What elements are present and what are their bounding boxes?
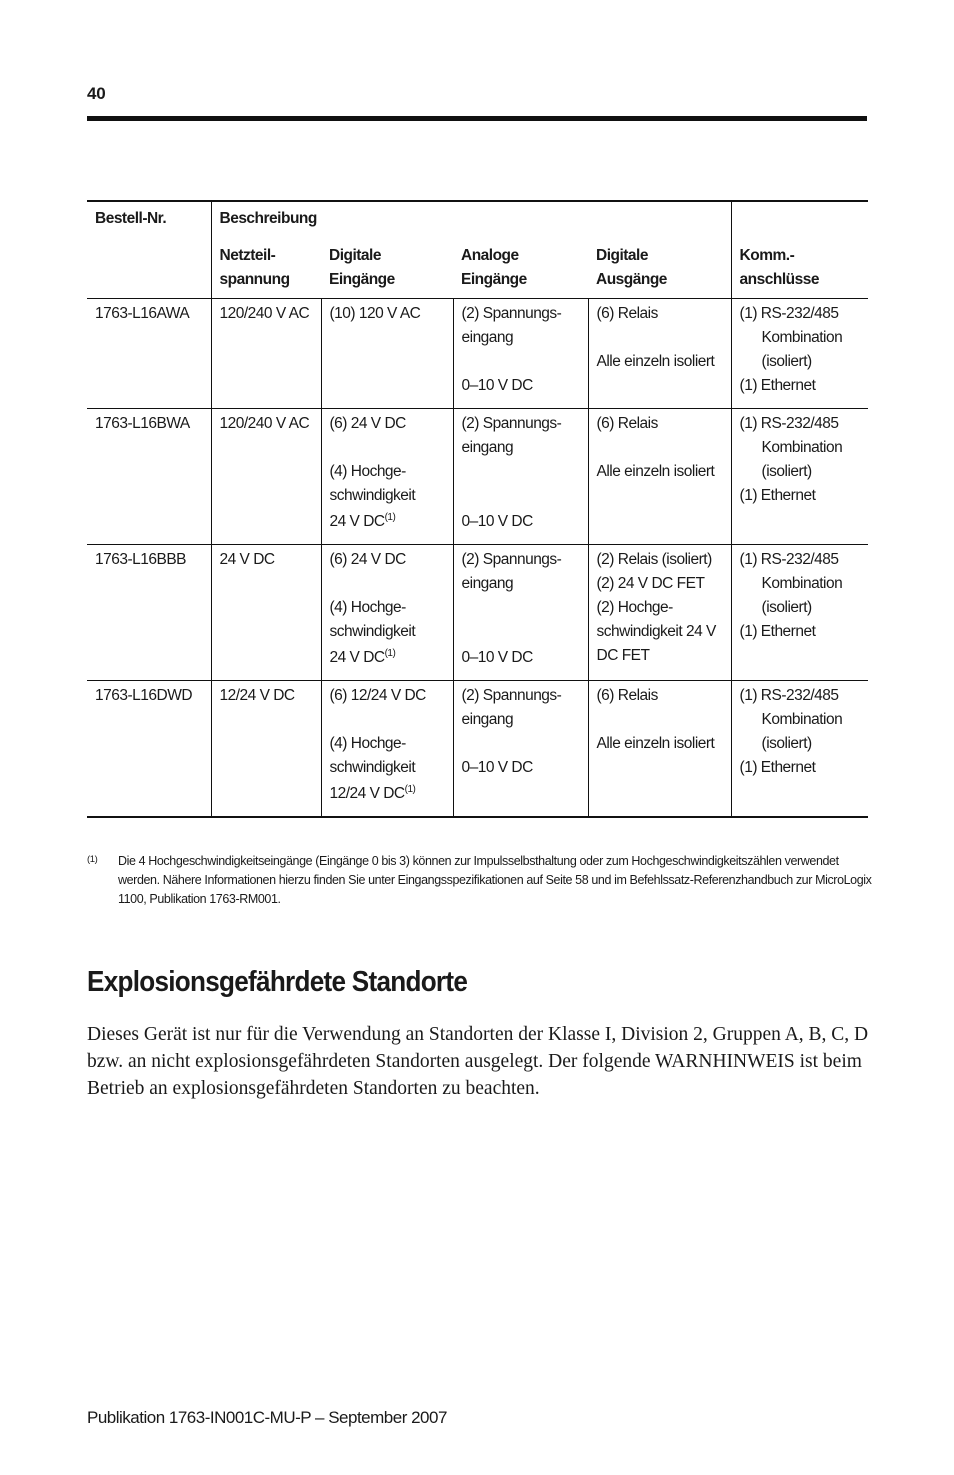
spec-table [87,200,868,818]
header-rule [87,116,867,121]
footnote-ref: (1) [384,512,396,523]
comm-ethernet: (1) Ethernet [739,623,816,640]
footnote-text: Die 4 Hochgeschwindigkeitseingänge (Eingänge 0 bis 3) können zur Impulsselbsthaltung oder zum Hochgeschwindigkeitszählen verwendet werden. Nähere Informationen hierzu finden Sie unter Eingangsspezifikationen auf Seite 58 und im Befehlssatz-Referenzhandbuch zur MicroLogix 1100, Publikation 1763-RM001. [118,854,872,906]
digital-out-note: Alle einzeln isoliert [596,463,715,480]
digital-in-voltage: 24 V DC [329,649,385,666]
section-title: Explosionsgefährdete Standorte [87,966,468,998]
comm-cell [731,299,868,409]
header-digital-in: Digitale Eingänge [321,241,453,299]
digital-out-cell [588,409,731,545]
comm-serial: (1) RS-232/485 Kombination (isoliert) [739,687,843,752]
header-digital-out: Digitale Ausgänge [588,241,731,299]
footnote-ref: (1) [404,784,416,795]
analog-in-range: 0–10 V DC [461,759,533,776]
digital-out-text: (6) Relais [596,415,658,432]
digital-in-cell [321,409,453,545]
body-paragraph: Dieses Gerät ist nur für die Verwendung an Standorten der Klasse I, Division 2, Gruppen A, B, C, D bzw. an nicht explosionsgefährdeten Standorten ausgelegt. Der folgende WARNHINWEIS ist beim Betrieb an explosionsgefährdeten Standorten zu beachten. [87,1024,869,1099]
digital-out-cell [588,299,731,409]
digital-in-highspeed: (4) Hochge-schwindigkeit [329,735,416,776]
power-cell: 120/240 V AC [211,409,321,545]
digital-out-note: Alle einzeln isoliert [596,735,715,752]
table-row [87,299,868,409]
analog-in-cell [453,681,588,818]
power-cell: 120/240 V AC [211,299,321,409]
comm-ethernet: (1) Ethernet [739,377,816,394]
analog-in-range: 0–10 V DC [461,377,533,394]
comm-serial: (1) RS-232/485 Kombination (isoliert) [739,415,843,480]
digital-in-cell [321,681,453,818]
header-analog-in: Analoge Eingänge [453,241,588,299]
analog-in-text: (2) Spannungs-eingang [461,551,562,592]
digital-in-highspeed: (4) Hochge-schwindigkeit [329,463,416,504]
digital-in-cell [321,545,453,681]
analog-in-range: 0–10 V DC [461,513,533,530]
order-no-cell: 1763-L16AWA [95,305,190,322]
power-cell: 12/24 V DC [211,681,321,818]
table-row [87,409,868,545]
analog-in-text: (2) Spannungs-eingang [461,415,562,456]
page-number: 40 [87,84,106,103]
comm-cell [731,545,868,681]
analog-in-range: 0–10 V DC [461,649,533,666]
digital-in-cell [321,299,453,409]
comm-cell [731,409,868,545]
table-row [87,681,868,818]
digital-out-text: (2) Relais (isoliert) [596,551,712,568]
digital-out-cell [588,545,731,681]
digital-in-text: (10) 120 V AC [329,305,421,322]
digital-in-highspeed: (4) Hochge-schwindigkeit [329,599,416,640]
digital-out-highspeed: (2) Hochge-schwindigkeit 24 V DC FET [596,599,716,664]
footnote-ref: (1) [384,648,396,659]
digital-out-fet: (2) 24 V DC FET [596,575,705,592]
comm-serial: (1) RS-232/485 Kombination (isoliert) [739,551,843,616]
digital-in-voltage: 12/24 V DC [329,785,405,802]
order-no-cell: 1763-L16BBB [95,551,187,568]
header-comm: Komm.- anschlüsse [731,241,868,299]
comm-ethernet: (1) Ethernet [739,759,816,776]
footnote-mark: (1) [87,854,98,865]
order-no-cell: 1763-L16BWA [95,415,190,432]
digital-in-text: (6) 12/24 V DC [329,687,426,704]
digital-out-text: (6) Relais [596,305,658,322]
digital-in-voltage: 24 V DC [329,513,385,530]
table-row [87,545,868,681]
analog-in-text: (2) Spannungs-eingang [461,687,562,728]
analog-in-cell [453,409,588,545]
header-power: Netzteil- spannung [211,241,321,299]
analog-in-cell [453,299,588,409]
analog-in-cell [453,545,588,681]
power-cell: 24 V DC [211,545,321,681]
digital-in-text: (6) 24 V DC [329,551,406,568]
digital-out-note: Alle einzeln isoliert [596,353,715,370]
comm-ethernet: (1) Ethernet [739,487,816,504]
digital-out-text: (6) Relais [596,687,658,704]
comm-cell [731,681,868,818]
comm-serial: (1) RS-232/485 Kombination (isoliert) [739,305,843,370]
header-empty-cell [731,201,868,241]
analog-in-text: (2) Spannungs-eingang [461,305,562,346]
digital-out-cell [588,681,731,818]
header-description: Beschreibung [211,201,731,241]
header-order-no: Bestell-Nr. [87,201,211,299]
digital-in-text: (6) 24 V DC [329,415,406,432]
order-no-cell: 1763-L16DWD [95,687,193,704]
publication-footer: Publikation 1763-IN001C-MU-P – September 2007 [87,1408,447,1427]
table-footnote [87,852,872,909]
